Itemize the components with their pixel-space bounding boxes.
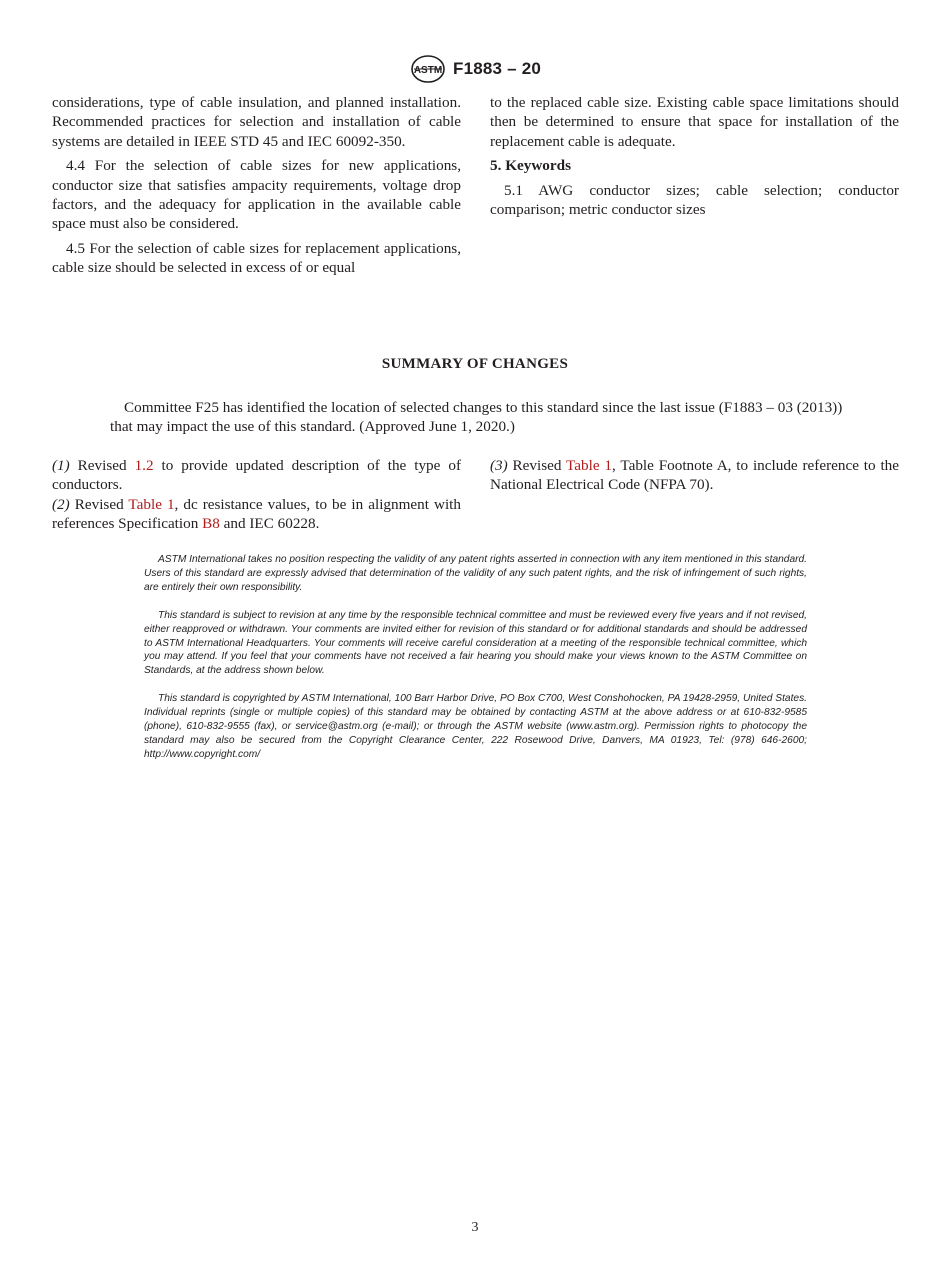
table-link[interactable]: Table 1 (128, 495, 175, 513)
patent-notice: ASTM International takes no position respecting the validity of any patent rights asserted in connection with any item mentioned in this standard. Users of this standard are expressly advised that determination of the validity of any such patent rights, and the risk of infringement of such rights, are entirely their own responsibility. (144, 554, 807, 593)
right-column (490, 93, 899, 224)
astm-logo-icon (409, 54, 447, 84)
change-number: (3) (490, 457, 508, 474)
change-number: (1) (52, 457, 70, 474)
copyright-notice: This standard is copyrighted by ASTM International, 100 Barr Harbor Drive, PO Box C700, West Conshohocken, PA 19428-2959, United States. Individual reprints (single or multiple copies) of this standard may be obtained by contacting ASTM at the above address or at 610-832-9585 (phone), 610-832-9555 (fax), or service@astm.org (e-mail); or through the ASTM website (www.astm.org). Permission rights to photocopy the standard may also be secured from the Copyright Clearance Center, 222 Rosewood Drive, Danvers, MA 01923, Tel: (978) 646-2600; http://www.copyright.com/ (144, 693, 807, 760)
page-number: 3 (471, 1220, 479, 1235)
section-5-1: 5.1 AWG conductor sizes; cable selection; conductor comparison; metric conductor sizes (490, 181, 899, 219)
change-number: (2) (52, 495, 70, 513)
revision-notice: This standard is subject to revision at any time by the responsible technical committee and must be reviewed every five years and if not revised, either reapproved or withdrawn. Your comments are invited either for revision of this standard or for additional standards and should be addressed to ASTM International Headquarters. Your comments will receive careful consideration at a meeting of the responsible technical committee, which you may attend. If you feel that your comments have not received a fair hearing you should make your views known to the ASTM Committee on Standards, at the address shown below. (144, 609, 807, 677)
section-link[interactable]: 1.2 (134, 457, 154, 474)
summary-intro: Committee F25 has identified the location of selected changes to this standard since the last issue (F1883 – 03 (2013)) that may impact the use of this standard. (Approved June 1, 2020.) (110, 399, 843, 436)
table-link[interactable]: Table 1 (566, 457, 612, 474)
standard-designation: F1883 – 20 (452, 59, 541, 78)
left-column (52, 93, 461, 283)
section-4-5: 4.5 For the selection of cable sizes for replacement applications, cable size should be selected in excess of or equal (52, 239, 461, 277)
summary-of-changes-title: SUMMARY OF CHANGES (381, 356, 569, 372)
right-paragraph-1: to the replaced cable size. Existing cable space limitations should then be determined to ensure that space for installation of the replacement cable is adequate. (490, 94, 899, 150)
changes-right-column (490, 456, 899, 495)
changes-left-column (52, 456, 461, 534)
keywords-heading: 5. Keywords (490, 157, 571, 175)
logo-text: ASTM (413, 65, 443, 76)
change-item-3: (3) Revised Table 1, Table Footnote A, to include reference to the National Electrical Code (NFPA 70). (490, 457, 899, 494)
specification-link[interactable]: B8 (202, 515, 220, 533)
legal-notices (144, 553, 807, 776)
section-4-4: 4.4 For the selection of cable sizes for new applications, conductor size that satisfies ampacity requirements, voltage drop factors, and the adequacy for application in the available cable space must also be considered. (52, 157, 461, 233)
change-item-2: (2) Revised Table 1, dc resistance values, to be in alignment with references Specification B8 and IEC 60228. (52, 495, 461, 533)
change-item-1: (1) Revised 1.2 to provide updated description of the type of conductors. (52, 457, 461, 494)
left-paragraph-1: considerations, type of cable insulation, and planned installation. Recommended practices for selection and installation of cable systems are detailed in IEEE STD 45 and IEC 60092-350. (52, 94, 461, 150)
page-header (0, 54, 950, 84)
